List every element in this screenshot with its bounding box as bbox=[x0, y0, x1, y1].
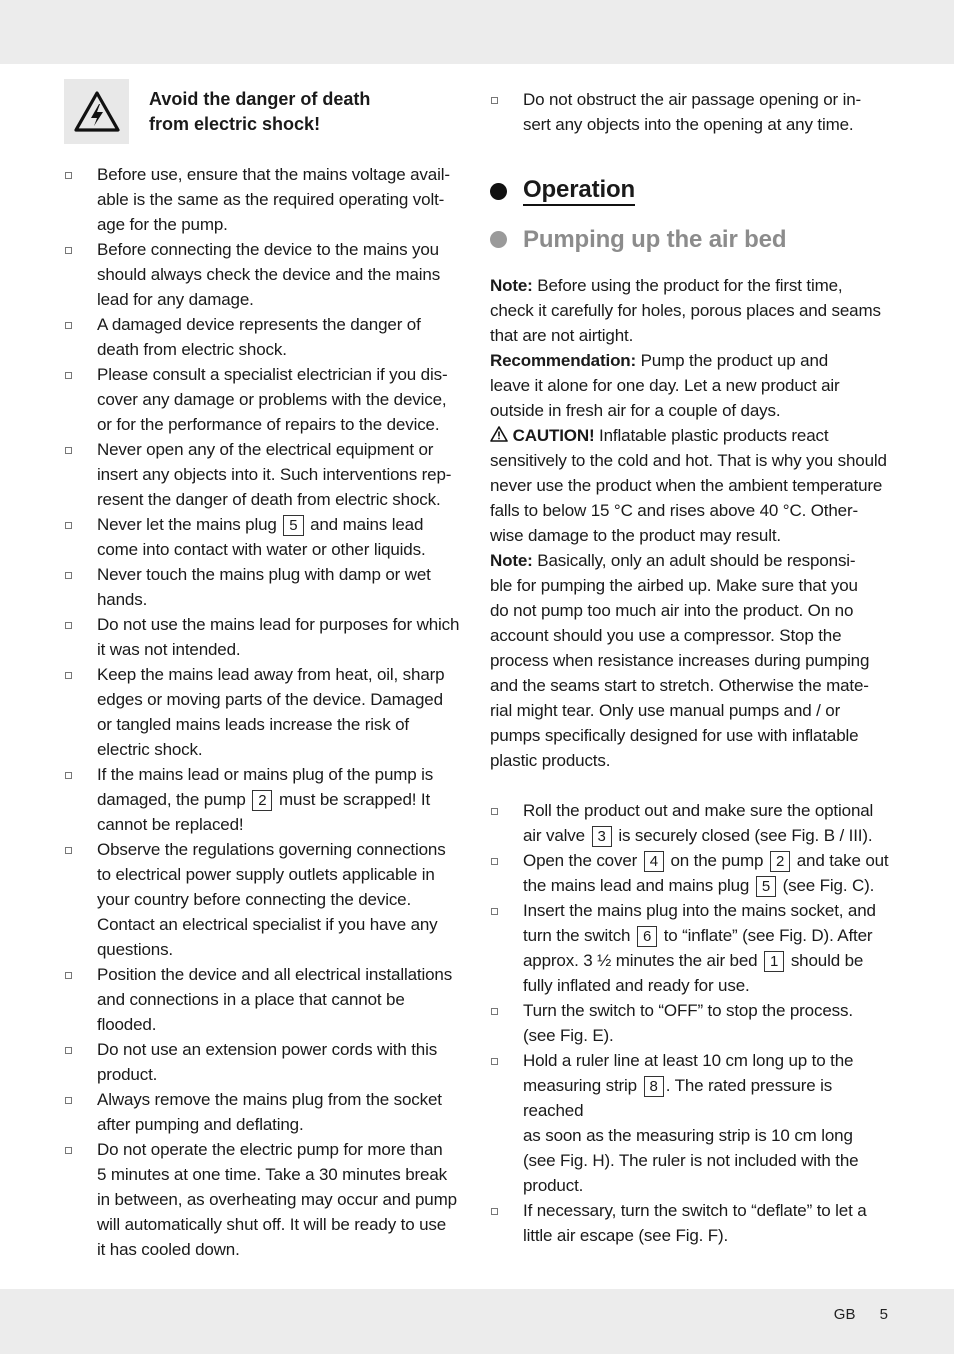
text-line: the mains lead and mains plug bbox=[523, 876, 750, 895]
bullet-square-icon bbox=[491, 97, 498, 104]
note-paragraph bbox=[490, 273, 890, 348]
ref-number: 5 bbox=[756, 876, 776, 897]
list-item bbox=[490, 1198, 890, 1248]
text-line: Contact an electrical specialist if you have any bbox=[97, 915, 438, 934]
text-line: Note: bbox=[490, 276, 533, 295]
text-line: ble for pumping the airbed up. Make sure that you bbox=[490, 576, 858, 595]
ref-number: 3 bbox=[592, 826, 612, 847]
text-line: electric shock. bbox=[97, 740, 203, 759]
page-footer bbox=[814, 1306, 888, 1323]
bullet-square-icon bbox=[491, 1208, 498, 1215]
list-item bbox=[490, 898, 890, 998]
bullet-square-icon bbox=[491, 1058, 498, 1065]
bullet-square-icon bbox=[65, 247, 72, 254]
bottom-bar bbox=[0, 1289, 954, 1354]
text-line: Basically, only an adult should be responsi- bbox=[532, 551, 856, 570]
text-line: able is the same as the required operating volt- bbox=[97, 190, 445, 209]
bullet-square-icon bbox=[65, 172, 72, 179]
text-line: Hold a ruler line at least 10 cm long up to the bbox=[523, 1051, 854, 1070]
left-column bbox=[64, 162, 464, 1262]
list-item bbox=[64, 162, 464, 237]
text-line: process when resistance increases during pumping bbox=[490, 651, 870, 670]
recommendation-paragraph bbox=[490, 348, 890, 423]
text-line: Do not operate the electric pump for more than bbox=[97, 1140, 443, 1159]
list-item bbox=[64, 662, 464, 762]
caution-paragraph bbox=[490, 423, 890, 548]
ref-number: 6 bbox=[637, 926, 657, 947]
text-line: A damaged device represents the danger of bbox=[97, 315, 421, 334]
list-item bbox=[64, 1137, 464, 1262]
text-line: . The rated pressure is reached bbox=[523, 1076, 833, 1120]
text-line: turn the switch bbox=[523, 926, 631, 945]
note-paragraph bbox=[490, 548, 890, 773]
bullet-square-icon bbox=[491, 808, 498, 815]
text-line: must be scrapped! It bbox=[279, 790, 431, 809]
text-line: Operation bbox=[523, 177, 635, 206]
text-line: product. bbox=[97, 1065, 158, 1084]
text-line: Insert the mains plug into the mains socket, and bbox=[523, 901, 876, 920]
notes-paragraphs bbox=[490, 273, 890, 773]
text-line: insert any objects into it. Such interventions rep- bbox=[97, 465, 452, 484]
text-line: sert any objects into the opening at any time. bbox=[523, 115, 854, 134]
list-item bbox=[64, 837, 464, 962]
top-safety-list bbox=[490, 87, 890, 137]
text-line: that are not airtight. bbox=[490, 326, 634, 345]
ref-number: 5 bbox=[283, 515, 303, 536]
text-line: outside in fresh air for a couple of days. bbox=[490, 401, 781, 420]
bullet-square-icon bbox=[491, 858, 498, 865]
language-code: GB bbox=[833, 1306, 856, 1323]
text-line: it has cooled down. bbox=[97, 1240, 240, 1259]
text-line: Recommendation: bbox=[490, 351, 637, 370]
warning-title bbox=[149, 87, 370, 137]
bullet-square-icon bbox=[65, 447, 72, 454]
text-line: approx. 3 ½ minutes the air bed bbox=[523, 951, 758, 970]
list-item bbox=[64, 1087, 464, 1137]
steps-list bbox=[490, 798, 890, 1248]
text-line: Before using the product for the first time, bbox=[532, 276, 843, 295]
electric-shock-warning-icon bbox=[73, 90, 121, 134]
text-line: account should you use a compressor. Stop the bbox=[490, 626, 842, 645]
text-line: come into contact with water or other liquids. bbox=[97, 540, 426, 559]
text-line: Pumping up the air bed bbox=[523, 225, 787, 253]
text-line: or for the performance of repairs to the device. bbox=[97, 415, 440, 434]
right-column bbox=[490, 87, 890, 1248]
text-line: Before connecting the device to the mains you bbox=[97, 240, 439, 259]
text-line: Before use, ensure that the mains voltage avail- bbox=[97, 165, 450, 184]
text-line: CAUTION! bbox=[512, 426, 595, 445]
text-line: 5 minutes at one time. Take a 30 minutes break bbox=[97, 1165, 447, 1184]
text-line: damaged, the pump bbox=[97, 790, 246, 809]
text-line: should always check the device and the mains bbox=[97, 265, 441, 284]
text-line: and mains lead bbox=[310, 515, 424, 534]
text-line: pumps specifically designed for use with inflatable bbox=[490, 726, 859, 745]
bullet-square-icon bbox=[65, 1097, 72, 1104]
bullet-dot-icon bbox=[490, 183, 507, 200]
text-line: Always remove the mains plug from the socket bbox=[97, 1090, 442, 1109]
bullet-square-icon bbox=[65, 322, 72, 329]
list-item bbox=[64, 237, 464, 312]
list-item bbox=[64, 962, 464, 1037]
text-line: Keep the mains lead away from heat, oil, sharp bbox=[97, 665, 445, 684]
ref-number: 2 bbox=[252, 790, 272, 811]
text-line: is securely closed (see Fig. B / III). bbox=[618, 826, 873, 845]
text-line: Please consult a specialist electrician if you dis- bbox=[97, 365, 448, 384]
text-line: Do not use an extension power cords with this bbox=[97, 1040, 438, 1059]
bullet-square-icon bbox=[65, 572, 72, 579]
bullet-square-icon bbox=[65, 672, 72, 679]
page-number: 5 bbox=[879, 1306, 888, 1323]
bullet-square-icon bbox=[65, 772, 72, 779]
text-line: measuring strip bbox=[523, 1076, 637, 1095]
text-line: falls to below 15 °C and rises above 40 °C. Other- bbox=[490, 501, 859, 520]
list-item bbox=[64, 762, 464, 837]
text-line: or tangled mains leads increase the risk of bbox=[97, 715, 409, 734]
heading-pumping bbox=[490, 222, 890, 256]
bullet-square-icon bbox=[491, 1008, 498, 1015]
list-item bbox=[64, 312, 464, 362]
text-line: Do not use the mains lead for purposes for which bbox=[97, 615, 460, 634]
text-line: flooded. bbox=[97, 1015, 157, 1034]
text-line: (see Fig. E). bbox=[523, 1026, 614, 1045]
list-item bbox=[64, 437, 464, 512]
text-line: Position the device and all electrical installations bbox=[97, 965, 453, 984]
text-line: should be bbox=[790, 951, 864, 970]
list-item bbox=[64, 1037, 464, 1087]
list-item bbox=[64, 562, 464, 612]
bullet-square-icon bbox=[65, 522, 72, 529]
top-bar bbox=[0, 0, 954, 64]
text-line: plastic products. bbox=[490, 751, 611, 770]
text-line: and connections in a place that cannot be bbox=[97, 990, 405, 1009]
bullet-square-icon bbox=[65, 1147, 72, 1154]
text-line: and the seams start to stretch. Otherwise the mate- bbox=[490, 676, 869, 695]
text-line: Turn the switch to “OFF” to stop the process. bbox=[523, 1001, 853, 1020]
text-line: check it carefully for holes, porous places and seams bbox=[490, 301, 881, 320]
text-line: fully inflated and ready for use. bbox=[523, 976, 750, 995]
text-line: little air escape (see Fig. F). bbox=[523, 1226, 729, 1245]
text-line: and take out bbox=[796, 851, 889, 870]
text-line: sensitively to the cold and hot. That is why you should bbox=[490, 451, 887, 470]
warning-icon-box bbox=[64, 79, 129, 144]
text-line: age for the pump. bbox=[97, 215, 228, 234]
safety-list bbox=[64, 162, 464, 1262]
text-line: lead for any damage. bbox=[97, 290, 254, 309]
text-line: will automatically shut off. It will be ready to use bbox=[97, 1215, 447, 1234]
text-line: hands. bbox=[97, 590, 148, 609]
text-line: cannot be replaced! bbox=[97, 815, 244, 834]
bullet-square-icon bbox=[65, 622, 72, 629]
warning-block bbox=[64, 79, 464, 145]
text-line: questions. bbox=[97, 940, 173, 959]
ref-number: 2 bbox=[770, 851, 790, 872]
text-line: from electric shock! bbox=[149, 114, 321, 134]
list-item bbox=[64, 612, 464, 662]
text-line: as soon as the measuring strip is 10 cm long bbox=[523, 1126, 853, 1145]
text-line: (see Fig. C). bbox=[782, 876, 875, 895]
text-line: Roll the product out and make sure the optional bbox=[523, 801, 874, 820]
text-line: Never let the mains plug bbox=[97, 515, 277, 534]
ref-number: 1 bbox=[764, 951, 784, 972]
bullet-square-icon bbox=[65, 847, 72, 854]
list-item bbox=[490, 848, 890, 898]
text-line: (see Fig. H). The ruler is not included with the bbox=[523, 1151, 859, 1170]
text-line: If the mains lead or mains plug of the pump is bbox=[97, 765, 434, 784]
text-line: Do not obstruct the air passage opening or in- bbox=[523, 90, 862, 109]
text-line: your country before connecting the device. bbox=[97, 890, 412, 909]
text-line: rial might tear. Only use manual pumps and / or bbox=[490, 701, 841, 720]
text-line: product. bbox=[523, 1176, 584, 1195]
list-item bbox=[64, 512, 464, 562]
text-line: cover any damage or problems with the device, bbox=[97, 390, 447, 409]
text-line: Open the cover bbox=[523, 851, 638, 870]
list-item bbox=[490, 1048, 890, 1198]
list-item bbox=[64, 362, 464, 437]
ref-number: 4 bbox=[644, 851, 664, 872]
text-line: air valve bbox=[523, 826, 585, 845]
text-line: Never open any of the electrical equipment or bbox=[97, 440, 434, 459]
text-line: leave it alone for one day. Let a new product air bbox=[490, 376, 840, 395]
caution-icon bbox=[490, 426, 508, 442]
text-line: Observe the regulations governing connections bbox=[97, 840, 446, 859]
text-line: in between, as overheating may occur and pump bbox=[97, 1190, 457, 1209]
text-line: edges or moving parts of the device. Damaged bbox=[97, 690, 443, 709]
text-line: wise damage to the product may result. bbox=[490, 526, 782, 545]
text-line: Note: bbox=[490, 551, 533, 570]
ref-number: 8 bbox=[644, 1076, 664, 1097]
text-line: death from electric shock. bbox=[97, 340, 287, 359]
bullet-square-icon bbox=[491, 908, 498, 915]
text-line: do not pump too much air into the product. On no bbox=[490, 601, 854, 620]
bullet-square-icon bbox=[65, 972, 72, 979]
list-item bbox=[490, 998, 890, 1048]
text-line: it was not intended. bbox=[97, 640, 241, 659]
text-line: on the pump bbox=[670, 851, 764, 870]
text-line: to “inflate” (see Fig. D). After bbox=[663, 926, 873, 945]
text-line: never use the product when the ambient temperature bbox=[490, 476, 883, 495]
text-line: to electrical power supply outlets applicable in bbox=[97, 865, 435, 884]
text-line: resent the danger of death from electric shock. bbox=[97, 490, 441, 509]
text-line: Avoid the danger of death bbox=[149, 89, 371, 109]
heading-operation bbox=[490, 174, 890, 208]
text-line: Inflatable plastic products react bbox=[594, 426, 829, 445]
list-item bbox=[490, 798, 890, 848]
text-line: Pump the product up and bbox=[636, 351, 829, 370]
text-line: Never touch the mains plug with damp or wet bbox=[97, 565, 431, 584]
bullet-square-icon bbox=[65, 372, 72, 379]
list-item bbox=[490, 87, 890, 137]
text-line: If necessary, turn the switch to “deflate” to let a bbox=[523, 1201, 867, 1220]
text-line: after pumping and deflating. bbox=[97, 1115, 304, 1134]
bullet-square-icon bbox=[65, 1047, 72, 1054]
bullet-dot-icon bbox=[490, 231, 507, 248]
